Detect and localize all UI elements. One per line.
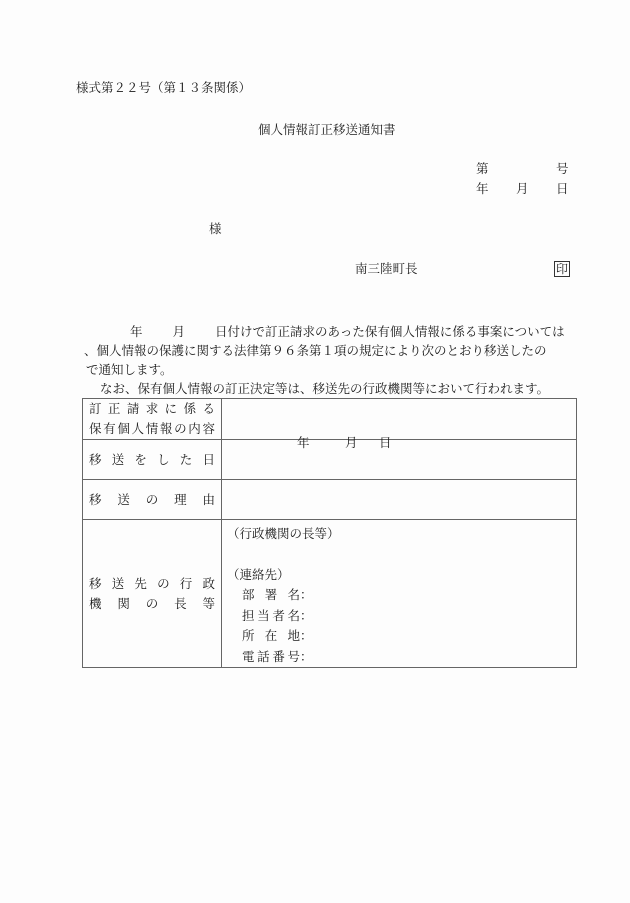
agency-head-label: （行政機関の長等） — [227, 526, 340, 541]
label-line: 移送先の行政 — [89, 575, 215, 591]
body-line-1 — [82, 322, 582, 341]
table-row — [83, 399, 577, 440]
label-line: 訂正請求に係る — [89, 401, 215, 416]
label-line: 保有個人情報の内容 — [89, 421, 215, 436]
table-row — [83, 440, 577, 480]
body-line-2: 、個人情報の保護に関する法律第９６条第１項の規定により次のとおり移送したの — [84, 343, 547, 358]
body-line-4: なお、保有個人情報の訂正決定等は、移送先の行政機関等において行われます。 — [100, 381, 550, 396]
table-row — [83, 520, 577, 668]
contact-department — [235, 585, 576, 606]
label-line: 機関の長等 — [89, 595, 215, 611]
field-destination-agency[interactable] — [222, 520, 577, 668]
transfer-date-day: 日 — [379, 435, 392, 450]
document-title: 個人情報訂正移送通知書 — [258, 122, 396, 137]
field-correction-content[interactable] — [222, 399, 577, 440]
field-transfer-date[interactable] — [222, 435, 577, 480]
body-line-1-text: 日付けで訂正請求のあった保有個人情報に係る事案については — [215, 324, 565, 339]
contact-key: 電話番号 — [242, 648, 300, 664]
form-number: 様式第２２号（第１３条関係） — [76, 80, 252, 95]
contact-sep: ： — [300, 628, 313, 643]
ref-date-month: 月 — [516, 181, 529, 196]
contact-heading: （連絡先） — [227, 566, 290, 582]
recipient-honorific: 様 — [209, 221, 222, 236]
table-row — [83, 480, 577, 520]
ref-date-day: 日 — [556, 181, 569, 196]
ref-number-prefix: 第 — [476, 161, 489, 176]
body-text — [82, 322, 582, 398]
row-label-destination-agency — [83, 520, 222, 668]
ref-date-year: 年 — [476, 181, 489, 196]
transfer-date-year: 年 — [297, 435, 310, 450]
sender-name: 南三陸町長 — [355, 261, 418, 276]
ref-number-suffix: 号 — [556, 161, 569, 176]
contact-key: 所在地 — [242, 628, 300, 643]
contact-sep: ： — [300, 587, 313, 602]
contact-key: 担当者名 — [242, 607, 300, 623]
transfer-date-month: 月 — [345, 435, 358, 450]
contact-sep: ： — [300, 607, 313, 623]
contact-phone — [235, 647, 576, 668]
transfer-details-table — [82, 398, 577, 668]
body-month: 月 — [172, 324, 186, 339]
row-label-transfer-date — [83, 440, 222, 480]
row-label-transfer-reason — [83, 480, 222, 520]
field-transfer-reason[interactable] — [222, 480, 577, 520]
label-line: 移送をした日 — [89, 451, 215, 467]
seal-mark: 印 — [556, 262, 569, 276]
body-year: 年 — [130, 324, 143, 339]
contact-address — [235, 626, 576, 647]
row-label-correction-content — [83, 399, 222, 440]
contact-person — [235, 606, 576, 627]
contact-sep: ： — [300, 648, 313, 664]
contact-key: 部署名 — [242, 587, 300, 602]
body-line-3: で通知します。 — [86, 362, 173, 377]
label-line: 移送の理由 — [89, 491, 215, 507]
